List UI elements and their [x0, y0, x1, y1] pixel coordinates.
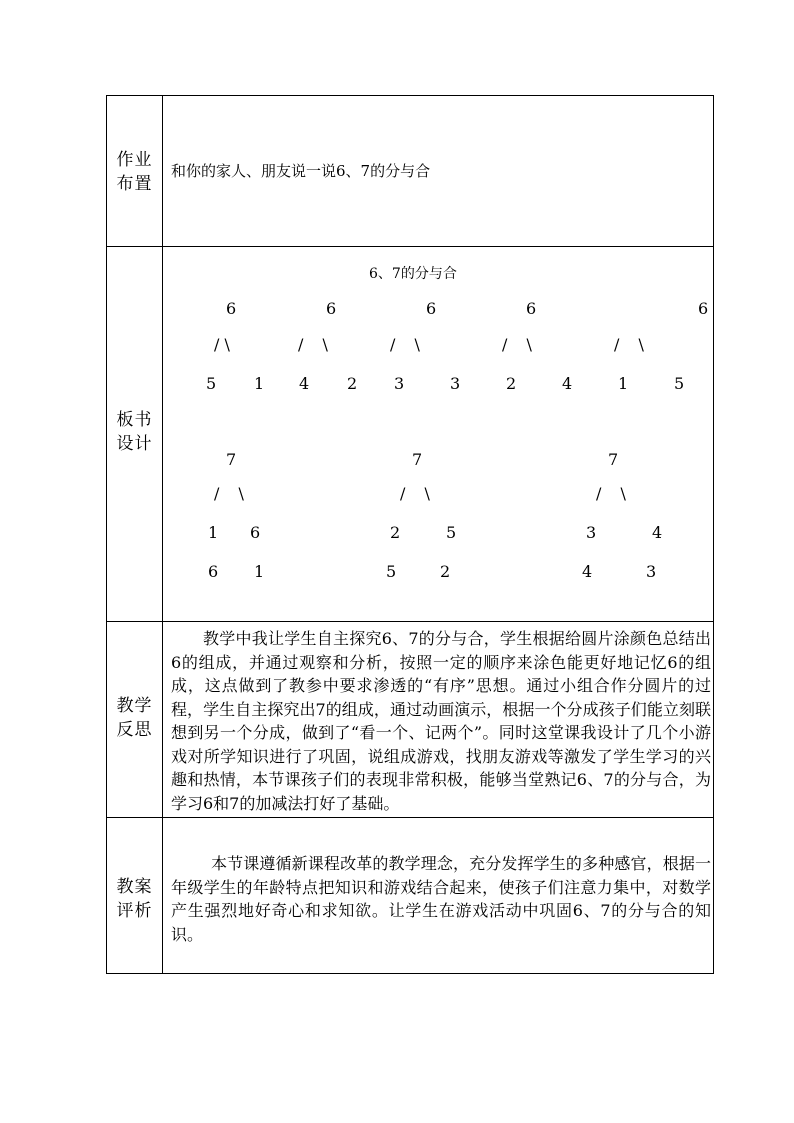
seven-part-6a: 4	[582, 562, 593, 581]
seven-part-1a: 1	[208, 523, 219, 542]
six-top-1: 6	[226, 299, 237, 318]
homework-label-line2: 布置	[116, 174, 153, 194]
six-top-3: 6	[426, 299, 437, 318]
six-top-2: 6	[326, 299, 337, 318]
reflection-label	[107, 694, 162, 742]
seven-part-5a: 5	[386, 562, 397, 581]
column-divider	[162, 96, 163, 973]
row-divider	[107, 621, 713, 622]
six-part-4b: 4	[562, 374, 573, 393]
seven-top-3: 7	[608, 450, 619, 469]
seven-branch-3: / \	[596, 484, 626, 503]
reflection-content: 教学中我让学生自主探究6、7的分与合，学生根据给圆片涂颜色总结出6的组成，并通过观察和分析，按照一定的顺序来涂色能更好地记忆6的组成，这点做到了教参中要求渗透的“有序”思想。通过小组合作分圆片的过程，学生自主探究出7的组成，通过动画演示，根据一个分成孩子们能立刻联想到另一个分成，做到了“看一个、记两个”。同时这堂课我设计了几个小游戏对所学知识进行了巩固，说组成游戏，找朋友游戏等激发了学生学习的兴趣和热情，本节课孩子们的表现非常积极，能够当堂熟记6、7的分与合，为学习6和7的加减法打好了基础。	[171, 629, 711, 813]
six-part-3a: 3	[394, 374, 405, 393]
seven-part-1b: 6	[250, 523, 261, 542]
board-title: 6、7的分与合	[369, 266, 457, 282]
board-label-line1: 板书	[116, 410, 153, 430]
evaluation-content: 本节课遵循新课程改革的教学理念，充分发挥学生的多种感官，根据一年级学生的年龄特点把知识和游戏结合起来，使孩子们注意力集中，对数学产生强烈地好奇心和求知欲。让学生在游戏活动中巩固6、7的分与合的知识。	[171, 854, 711, 944]
seven-part-2a: 2	[390, 523, 401, 542]
reflection-label-line1: 教学	[116, 696, 153, 716]
six-part-1b: 1	[254, 374, 265, 393]
homework-label	[107, 148, 162, 196]
six-top-4: 6	[526, 299, 537, 318]
seven-branch-2: / \	[400, 484, 430, 503]
six-part-5a: 1	[618, 374, 629, 393]
row-divider	[107, 246, 713, 247]
six-branch-3: / \	[390, 335, 420, 354]
board-label	[107, 408, 162, 456]
six-part-4a: 2	[506, 374, 517, 393]
six-branch-5: / \	[614, 335, 644, 354]
homework-label-line1: 作业	[116, 150, 153, 170]
reflection-label-line2: 反思	[116, 720, 153, 740]
evaluation-label-line1: 教案	[116, 877, 153, 897]
seven-top-2: 7	[412, 450, 423, 469]
six-top-5: 6	[698, 299, 709, 318]
lesson-plan-table	[106, 95, 714, 974]
seven-part-4b: 1	[254, 562, 265, 581]
evaluation-label-line2: 评析	[116, 901, 153, 921]
board-label-line2: 设计	[116, 434, 153, 454]
seven-part-4a: 6	[208, 562, 219, 581]
six-branch-1: / \	[214, 335, 230, 354]
seven-branch-1: / \	[214, 484, 244, 503]
homework-content: 和你的家人、朋友说一说6、7的分与合	[171, 162, 431, 180]
seven-part-2b: 5	[446, 523, 457, 542]
six-part-3b: 3	[450, 374, 461, 393]
six-part-5b: 5	[674, 374, 685, 393]
seven-top-1: 7	[226, 450, 237, 469]
six-part-1a: 5	[206, 374, 217, 393]
six-part-2a: 4	[299, 374, 310, 393]
evaluation-label	[107, 875, 162, 923]
six-branch-2: / \	[298, 335, 328, 354]
seven-part-3b: 4	[652, 523, 663, 542]
six-part-2b: 2	[347, 374, 358, 393]
seven-part-3a: 3	[586, 523, 597, 542]
seven-part-6b: 3	[646, 562, 657, 581]
six-branch-4: / \	[502, 335, 532, 354]
row-divider	[107, 817, 713, 818]
seven-part-5b: 2	[440, 562, 451, 581]
